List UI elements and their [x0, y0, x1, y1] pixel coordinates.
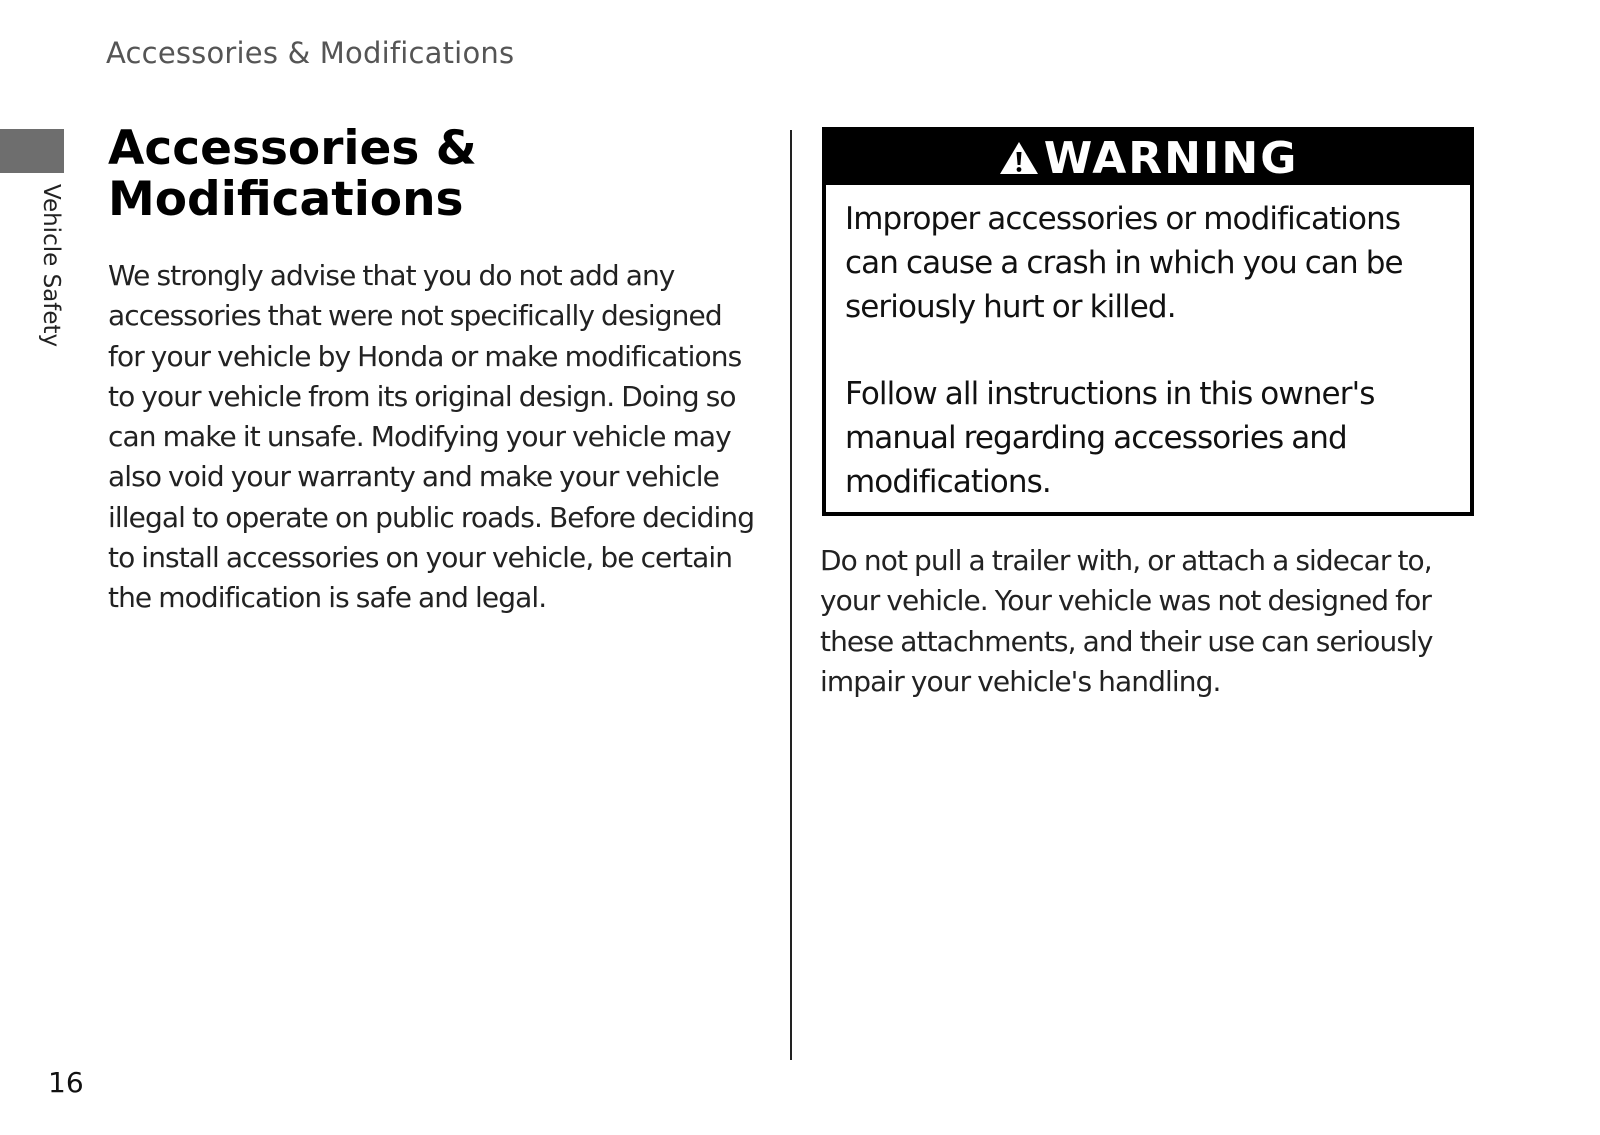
warning-paragraph-1: Improper accessories or modifications can cause a crash in which you can be seriously hurt or killed.	[845, 201, 1403, 325]
column-divider	[790, 130, 792, 1060]
running-header: Accessories & Modifications	[106, 36, 515, 70]
page-number: 16	[48, 1066, 84, 1099]
warning-body	[826, 185, 1470, 504]
page-title-line-2: Modifications	[108, 172, 464, 227]
warning-box	[822, 127, 1474, 516]
trailer-paragraph: Do not pull a trailer with, or attach a sidecar to, your vehicle. Your vehicle was not designed for these attachments, and their use can seriously impair your vehicle's handling.	[820, 544, 1433, 698]
page-title	[108, 123, 748, 225]
warning-paragraph-2: Follow all instructions in this owner's manual regarding accessories and modifications.	[845, 376, 1375, 500]
section-tab-marker	[0, 129, 64, 173]
warning-triangle-icon	[998, 140, 1040, 176]
warning-label: WARNING	[1043, 132, 1299, 184]
warning-header	[826, 131, 1470, 185]
intro-paragraph: We strongly advise that you do not add any accessories that were not specifically designed for your vehicle by Honda or make modifications to your vehicle from its original design. Doing so can make it unsafe. Modifying your vehicle may also void your warranty and make your vehicle illegal to operate on public roads. Before deciding to install accessories on your vehicle, be certain the modification is safe and legal.	[108, 259, 755, 615]
page-title-line-1: Accessories &	[108, 121, 477, 176]
section-tab-label: Vehicle Safety	[38, 184, 64, 348]
